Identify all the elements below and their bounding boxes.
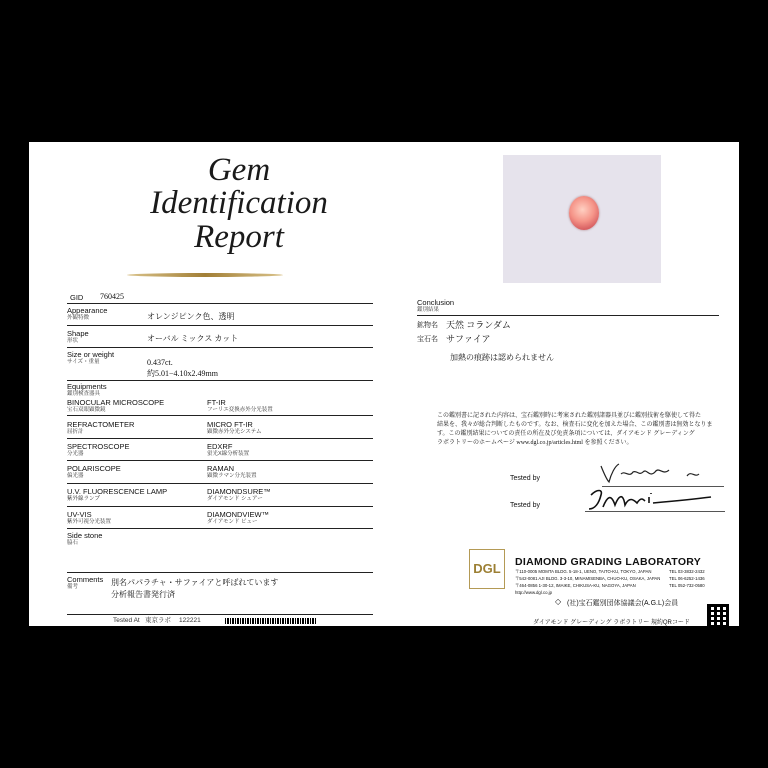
equipment-jp2: ダイアモンド シュアー <box>207 496 263 502</box>
gem-name-label: 宝石名 <box>417 336 438 343</box>
side-stone-sub: 脇石 <box>67 540 79 546</box>
shape-value: オーバル ミックス カット <box>147 334 239 343</box>
barcode <box>225 618 317 624</box>
equipment-jp: 偏光器 <box>67 473 84 479</box>
equipment-en2: RAMAN <box>207 464 235 473</box>
divider <box>67 415 373 416</box>
equipment-en2: FT-IR <box>207 398 226 407</box>
divider <box>67 460 373 461</box>
comments-line2: 分析報告書発行済 <box>111 590 175 599</box>
equipment-en2: EDXRF <box>207 442 233 451</box>
report-title-line1: Gem <box>207 152 271 188</box>
gem-name-value: サファイア <box>446 334 491 344</box>
tested-at-label: Tested At <box>113 617 140 624</box>
divider <box>67 325 373 326</box>
equipment-en2: MICRO FT-IR <box>207 420 253 429</box>
equipment-en2: DIAMONDSURE™ <box>207 487 271 496</box>
gem-photo <box>503 155 661 283</box>
tested-at-code: 122221 <box>179 617 201 624</box>
equipment-jp2: 顕微赤外分光システム <box>207 429 262 435</box>
diamond-icon: ◇ <box>555 597 562 606</box>
appearance-label: Appearance <box>67 306 108 315</box>
appearance-value: オレンジピンク色、透明 <box>147 312 235 321</box>
equipment-en: POLARISCOPE <box>67 464 121 473</box>
dgl-logo: DGL <box>469 549 505 589</box>
gid-label: GID <box>70 293 84 302</box>
divider <box>67 614 373 615</box>
equipment-en: REFRACTOMETER <box>67 420 135 429</box>
mineral-label: 鉱物名 <box>417 322 438 329</box>
divider <box>417 315 719 316</box>
lab-address-tokyo: 〒110-0005 MOMTA BLDG. 5-18-1, UENO, TAITO-KU, TOKYO, JAPAN <box>515 569 652 574</box>
size-label: Size or weight <box>67 350 115 359</box>
gid-value: 760425 <box>100 292 124 301</box>
disclaimer-line: ラボラトリーのホームページ www.dgl.co.jp/articles.html を参照ください。 <box>437 440 633 446</box>
divider <box>67 438 373 439</box>
signature-line <box>585 511 725 512</box>
qr-caption: ダイアモンド グレーディング ラボラトリー 規約QRコード <box>533 620 690 626</box>
heat-treatment-note: 加熱の痕跡は認められません <box>450 353 554 362</box>
lab-tel-osaka: TEL 06-6252-1436 <box>669 576 705 581</box>
divider <box>67 572 373 573</box>
equipments-sub: 鑑別検査器具 <box>67 391 101 397</box>
equipment-en2: DIAMONDVIEW™ <box>207 510 270 519</box>
report-title-line2: Identification <box>150 185 328 221</box>
disclaimer-line: この鑑別書に記された内容は、宝石鑑別時に考案された鑑別諸器具並びに鑑別技術を駆使して得た <box>437 413 702 419</box>
lab-tel-nagoya: TEL 052-732-0580 <box>669 583 705 588</box>
equipment-jp: 分光器 <box>67 451 84 457</box>
certificate-sheet <box>29 142 739 626</box>
lab-address-nagoya: 〒464-0856 1-30-12, IMAIKE, CHIKUSA-KU, NAGOYA, JAPAN <box>515 583 636 588</box>
equipment-en: U.V. FLUORESCENCE LAMP <box>67 487 168 496</box>
lab-tel-tokyo: TEL 03-3832-2432 <box>669 569 705 574</box>
tested-by-label-1: Tested by <box>510 475 540 482</box>
gold-divider <box>127 273 283 277</box>
side-stone-label: Side stone <box>67 531 103 540</box>
equipment-jp: 紫外可視分光装置 <box>67 519 112 525</box>
size-value-dimensions: 約5.01−4.10x2.49mm <box>147 369 218 378</box>
divider <box>67 347 373 348</box>
shape-sub: 形状 <box>67 338 79 344</box>
equipment-jp2: フーリエ変換赤外分光装置 <box>207 407 273 413</box>
equipment-jp2: ダイアモンド ビュー <box>207 519 258 525</box>
size-sub: サイズ・重量 <box>67 359 100 365</box>
equipment-en: BINOCULAR MICROSCOPE <box>67 398 165 407</box>
lab-address-osaka: 〒542-0081 AJI BLDG. 3-3-10, MINAMISENBA, CHUO-KU, OSAKA, JAPAN <box>515 576 661 581</box>
mineral-value: 天然 コランダム <box>446 320 511 330</box>
tested-by-label-2: Tested by <box>510 502 540 509</box>
equipment-jp: 屈折計 <box>67 429 84 435</box>
qr-code[interactable] <box>707 604 729 626</box>
appearance-sub: 外観特徴 <box>67 315 90 321</box>
divider <box>67 303 373 304</box>
shape-label: Shape <box>67 329 89 338</box>
comments-label: Comments <box>67 575 104 584</box>
equipment-en: UV-VIS <box>67 510 92 519</box>
lab-name: DIAMOND GRADING LABORATORY <box>515 556 702 568</box>
equipment-jp2: 顕微ラマン分光装置 <box>207 473 257 479</box>
sapphire-gem-image <box>569 196 599 230</box>
comments-line1: 別名パパラチャ・サファイアと呼ばれています <box>111 578 279 587</box>
conclusion-sub: 鑑別結果 <box>417 307 440 313</box>
disclaimer-line: す。この鑑別結果についての責任の所在及び免責条項については、ダイアモンド グレーディング <box>437 431 695 437</box>
comments-sub: 備考 <box>67 584 79 590</box>
equipments-label: Equipments <box>67 382 107 391</box>
association-membership: (社)宝石鑑別団体協議会(A.G.L)会員 <box>567 600 679 607</box>
equipment-jp: 紫外線ランプ <box>67 496 101 502</box>
divider <box>67 506 373 507</box>
equipment-jp2: 蛍光X線分析装置 <box>207 451 250 457</box>
conclusion-label: Conclusion <box>417 298 455 307</box>
divider <box>67 483 373 484</box>
equipment-en: SPECTROSCOPE <box>67 442 130 451</box>
divider <box>67 528 373 529</box>
equipment-jp: 宝石双眼顕微鏡 <box>67 407 106 413</box>
tested-at-value: 東京ラボ <box>145 617 171 624</box>
report-title-line3: Report <box>194 219 284 255</box>
disclaimer-line: 結果を、我々が総合判断したものです。なお、検査石に変化を加えた場合、この鑑別書は無効となりま <box>437 422 713 428</box>
size-value-weight: 0.437ct. <box>147 358 173 367</box>
disclaimer-text <box>437 412 727 448</box>
lab-website: http://www.dgl.co.jp <box>515 590 553 595</box>
divider <box>67 380 373 381</box>
signature-1 <box>597 460 707 486</box>
